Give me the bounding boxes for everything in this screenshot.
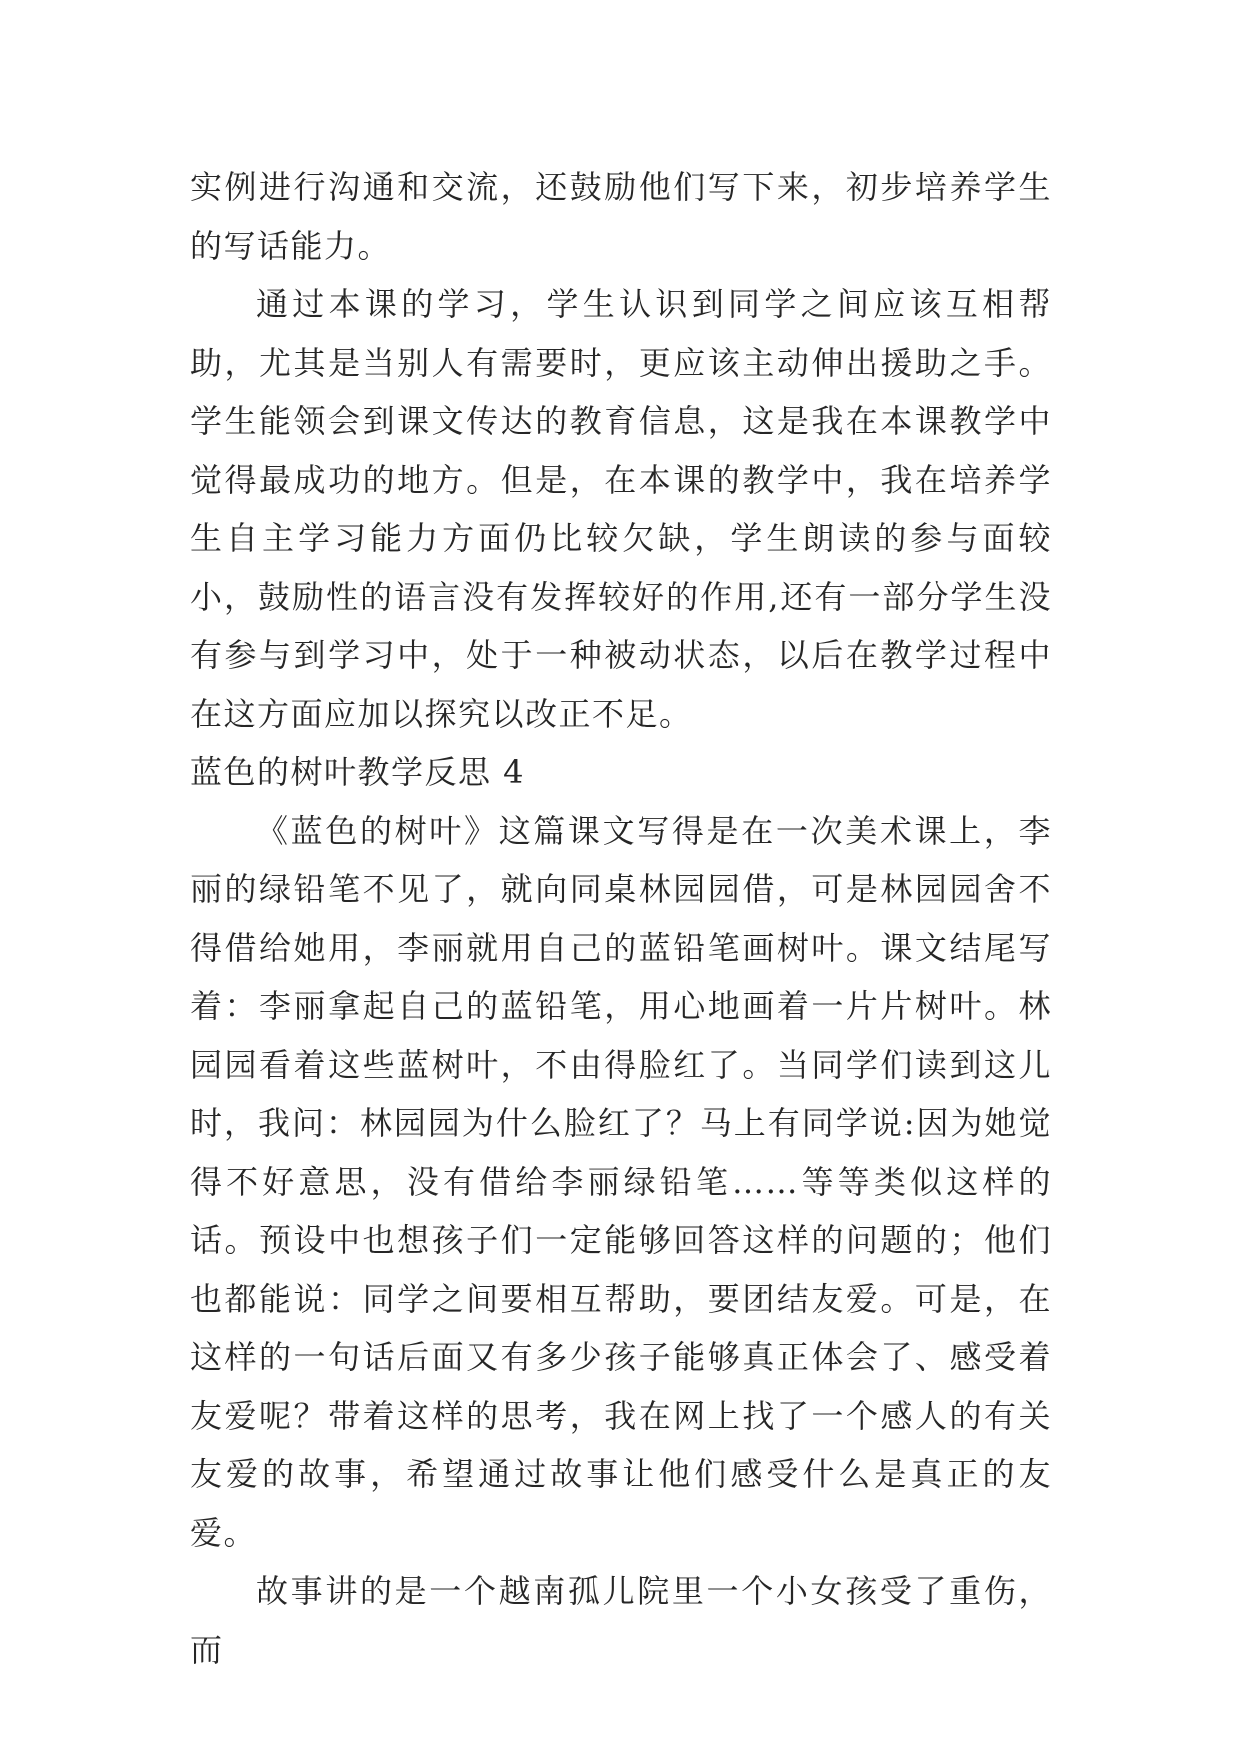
section-heading: 蓝色的树叶教学反思 4: [190, 753, 526, 791]
paragraph-lesson-description: 《蓝色的树叶》这篇课文写得是在一次美术课上，李丽的绿铅笔不见了，就向同桌林园园借，可是林园园舍不得借给她用，李丽就用自己的蓝铅笔画树叶。课文结尾写着：李丽拿起自己的蓝铅笔，用心地画着一片片树叶。林园园看着这些蓝树叶，不由得脸红了。当同学们读到这儿时，我问：林园园为什么脸红了？马上有同学说:因为她觉得不好意思，没有借给李丽绿铅笔……等等类似这样的话。预设中也想孩子们一定能够回答这样的问题的；他们也都能说：同学之间要相互帮助，要团结友爱。可是，在这样的一句话后面又有多少孩子能够真正体会了、感受着友爱呢？带着这样的思考，我在网上找了一个感人的有关友爱的故事，希望通过故事让他们感受什么是真正的友爱。: [190, 811, 1052, 1552]
paragraph-reflection: 通过本课的学习，学生认识到同学之间应该互相帮助，尤其是当别人有需要时，更应该主动伸出援助之手。学生能领会到课文传达的教育信息，这是我在本课教学中觉得最成功的地方。但是，在本课的教学中，我在培养学生自主学习能力方面仍比较欠缺，学生朗读的参与面较小，鼓励性的语言没有发挥较好的作用,还有一部分学生没有参与到学习中，处于一种被动状态，以后在教学过程中在这方面应加以探究以改正不足。: [190, 285, 1052, 733]
paragraph-story-intro: 故事讲的是一个越南孤儿院里一个小女孩受了重伤，而: [190, 1572, 1052, 1669]
document-body: [190, 158, 1052, 1679]
paragraph-continuation: 实例进行沟通和交流，还鼓励他们写下来，初步培养学生的写话能力。: [190, 168, 1052, 265]
